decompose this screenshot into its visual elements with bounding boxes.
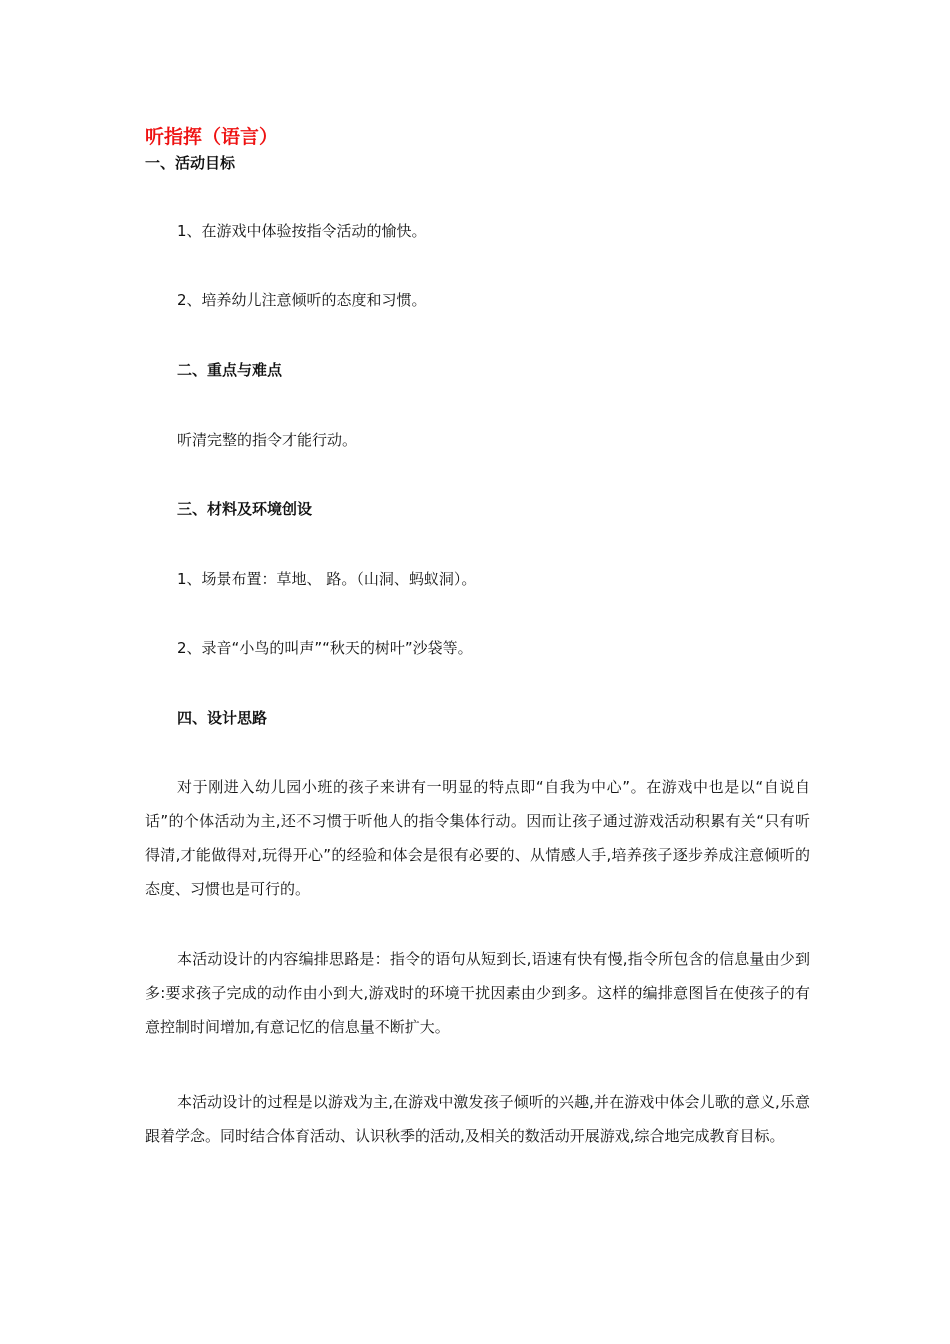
section-heading-materials: 三、材料及环境创设	[177, 500, 313, 518]
key-points-text: 听清完整的指令才能行动。	[177, 431, 358, 449]
section-heading-goals: 一、活动目标	[145, 154, 236, 172]
design-paragraph-2: 本活动设计的内容编排思路是：指令的语句从短到长,语速有快有慢,指令所包含的信息量由少到多:要求孩子完成的动作由小到大,游戏时的环境干扰因素由少到多。这样的编排意图旨在使孩子的有意控制时间增加,有意记忆的信息量不断扩大。	[145, 950, 810, 1036]
section-heading-key-points: 二、重点与难点	[177, 361, 283, 379]
document-title: 听指挥（语言）	[145, 126, 279, 148]
materials-item-2: 2、录音“小鸟的叫声”“秋天的树叶”沙袋等。	[177, 639, 473, 657]
design-paragraph-1: 对于刚进入幼儿园小班的孩子来讲有一明显的特点即“自我为中心”。在游戏中也是以“自说自话”的个体活动为主,还不习惯于听他人的指令集体行动。因而让孩子通过游戏活动积累有关“只有听得清,才能做得对,玩得开心”的经验和体会是很有必要的、从情感人手,培养孩子逐步养成注意倾听的态度、习惯也是可行的。	[145, 778, 810, 898]
goal-item-1: 1、在游戏中体验按指令活动的愉快。	[177, 222, 427, 240]
section-heading-design: 四、设计思路	[177, 709, 268, 727]
materials-item-1: 1、场景布置：草地、 路。（山洞、蚂蚁洞）。	[177, 570, 477, 588]
design-paragraph-3: 本活动设计的过程是以游戏为主,在游戏中激发孩子倾听的兴趣,并在游戏中体会儿歌的意义,乐意跟着学念。同时结合体育活动、认识秋季的活动,及相关的数活动开展游戏,综合地完成教育目标。	[145, 1093, 810, 1145]
goal-item-2: 2、培养幼儿注意倾听的态度和习惯。	[177, 291, 427, 309]
